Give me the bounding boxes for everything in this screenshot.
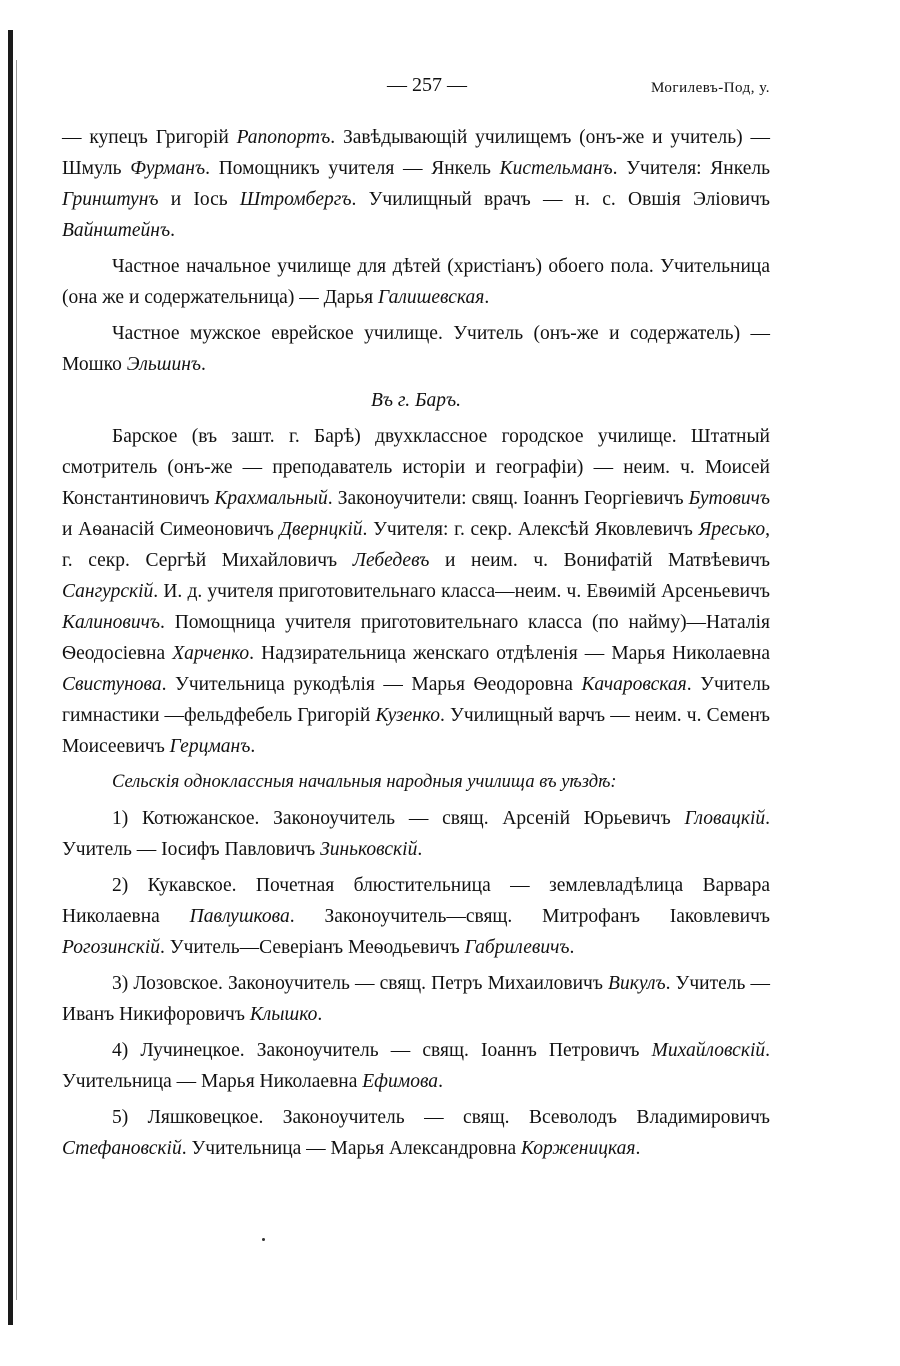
italic-name: Кузенко [375,705,441,726]
paragraph [62,318,770,380]
text-run: . Учительница рукодѣлія — Марья Ѳеодоровна [161,674,582,695]
text-run: . Училищный варчъ — неим. ч. Семенъ Моисеевичъ [62,705,770,757]
text-run: . [317,1004,323,1025]
text-run: . Училищный врачъ — н. с. Овшія Эліовичъ [351,189,770,210]
italic-name: Герцманъ [169,736,251,757]
italic-name: Штромбергъ [239,189,352,210]
page-number: — 257 — [387,74,467,96]
paragraph [62,870,770,963]
page-body-text [62,122,770,1169]
text-run: . Учителя: г. секр. Алексѣй Яковлевичъ [362,519,699,540]
italic-name: Сангурскій [62,581,154,602]
text-run: . [569,937,575,958]
italic-name: Сельскія одноклассныя начальныя народныя училища въ уѣздѣ: [112,772,617,792]
text-run: . И. д. учителя приготовительнаго класса—неим. ч. Евѳимій Арсеньевичъ [153,581,770,602]
binding-edge-thin-rule [16,60,17,1300]
text-run: 3) Лозовское. Законоучитель — свящ. Петръ Михаиловичъ [112,973,609,994]
italic-name: Викулъ [608,973,666,994]
section-heading [62,385,770,416]
italic-name: Вайнштейнъ [62,220,171,241]
text-run: 5) Ляшковецкое. Законоучитель — свящ. Всеволодъ Владимировичъ [112,1107,770,1128]
paragraph [62,1035,770,1097]
text-run: . Учитель — Иванъ Никифоровичъ [62,973,770,1025]
paragraph [62,421,770,762]
page-header [62,74,770,104]
italic-name: Ефимова [362,1071,439,1092]
text-run: Частное начальное училище для дѣтей (христіанъ) обоего пола. Учительница (она же и содержательница) — Дарья [62,256,770,308]
italic-name: Фурманъ [130,158,206,179]
text-run: . [635,1138,641,1159]
paragraph [62,1102,770,1164]
text-run: и Аѳанасій Симеоновичъ [62,519,280,540]
italic-name: Свистунова [62,674,162,695]
text-run: . Законоучители: свящ. Іоаннъ Георгіевичъ [327,488,689,509]
text-run: . Учителя: Янкель [612,158,771,179]
text-run: . Помощникъ учителя — Янкель [205,158,500,179]
text-run: 4) Лучинецкое. Законоучитель — свящ. Іоаннъ Петровичъ [112,1040,652,1061]
italic-name: Зиньковскій [320,839,418,860]
text-run: . Надзирательница женскаго отдѣленія — Марья Николаевна [249,643,771,664]
text-run: . Учитель—Северіанъ Меѳодьевичъ [160,937,465,958]
text-run: . Законоучитель—свящ. Митрофанъ Іаковлевичъ [289,906,770,927]
text-run: и неим. ч. Вонифатій Матвѣевичъ [429,550,770,571]
paragraph [62,968,770,1030]
text-run: , г. секр. Сергѣй Михайловичъ [62,519,770,571]
subsection-heading [62,767,770,798]
paragraph [62,803,770,865]
text-run: . [438,1071,443,1092]
italic-name: Качаровская [581,674,687,695]
italic-name: Бутовичъ [688,488,770,509]
text-run: . [250,736,256,757]
text-run: . Завѣдывающій училищемъ (онъ-же и учитель) — Шмуль [62,127,770,179]
text-run: Частное мужское еврейское училище. Учитель (онъ-же и содержатель) — Мошко [62,323,770,375]
italic-name: Гловацкій [684,808,766,829]
italic-name: Стефановскій [62,1138,182,1159]
italic-name: Двернцкій [279,519,363,540]
text-run: . Учительница — Марья Александровна [181,1138,522,1159]
text-run: . Учитель — Іосифъ Павловичъ [62,808,770,860]
text-run: . Учительница — Марья Николаевна [62,1040,770,1092]
text-run: — купецъ Григорій [62,127,237,148]
italic-name: Михайловскій [651,1040,766,1061]
italic-name: Эльшинъ [126,354,202,375]
text-run: . [170,220,175,241]
italic-name: Кистельманъ [499,158,613,179]
italic-name: Клышко [249,1004,318,1025]
italic-name: Корженицкая [521,1138,636,1159]
italic-name: Крахмальный [214,488,328,509]
italic-name: Яресько [698,519,766,540]
italic-name: Галишевская [378,287,485,308]
text-run: . [201,354,206,375]
italic-name: Въ г. Баръ. [370,390,461,411]
italic-name: Лебедевъ [352,550,430,571]
italic-name: Харченко [172,643,250,664]
text-run: 1) Котюжанское. Законоучитель — свящ. Арсеній Юрьевичъ [112,808,685,829]
text-run: . [484,287,490,308]
text-run: 2) Кукавское. Почетная блюстительница — землевладѣлица Варвара Николаевна [62,875,770,927]
text-run: . [417,839,423,860]
binding-edge-rule [8,30,13,1325]
italic-name: Павлушкова [189,906,290,927]
paragraph [62,122,770,246]
paragraph [62,251,770,313]
italic-name: Калиновичъ [62,612,161,633]
print-speck [262,1238,265,1241]
text-run: Барское (въ зашт. г. Барѣ) двухклассное городское училище. Штатный смотритель (онъ-же — преподаватель исторіи и географіи) — неим. ч. Моисей Константиновичъ [62,426,770,509]
italic-name: Гринштунъ [62,189,159,210]
italic-name: Рапопортъ [236,127,331,148]
text-run: . Учитель гимнастики —фельдфебель Григорій [62,674,770,726]
text-run: и Іось [158,189,240,210]
italic-name: Рогозинскій [62,937,161,958]
text-run: . Помощница учителя приготовительнаго класса (по найму)—Наталія Ѳеодосіевна [62,612,770,664]
italic-name: Габрилевичъ [464,937,570,958]
running-head: Могилевъ-Под, у. [650,80,770,96]
